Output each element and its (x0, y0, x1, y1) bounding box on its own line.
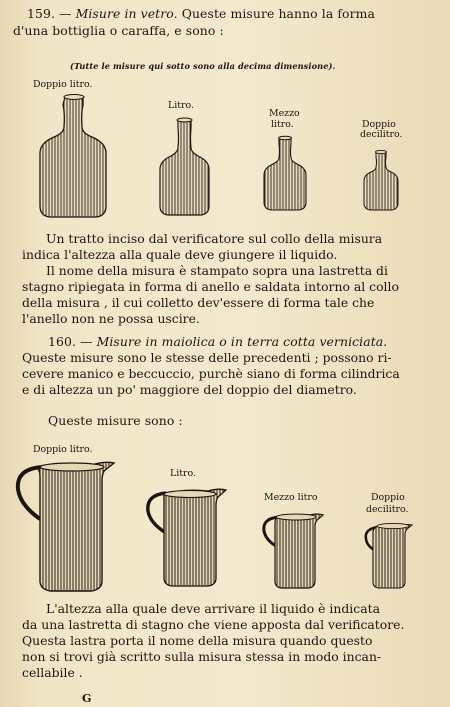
caption-glass-half-litre-1: Mezzo (269, 108, 300, 119)
jug-double-litre (18, 462, 114, 591)
paragraph-tin-strip (22, 263, 426, 327)
caption-jug-double-decilitre-1: Doppio (371, 492, 405, 503)
glass-double-litre-bottle (40, 95, 106, 218)
paragraph-verification-mark (22, 231, 424, 263)
glass-double-decilitre-bottle (364, 150, 398, 210)
caption-jug-litre: Litro. (170, 468, 196, 479)
jug-litre (148, 489, 226, 586)
jug-double-decilitre (366, 523, 412, 588)
section-159-heading-line2: d'una bottiglia o caraffa, e sono : (13, 23, 224, 38)
caption-glass-double-decilitre-1: Doppio (362, 119, 396, 130)
paragraph-line: Un tratto inciso dal verificatore sul collo della misura (46, 231, 383, 246)
glass-litre-bottle (160, 118, 209, 215)
section-160-heading (48, 334, 387, 350)
section-160-title: Misure in maiolica o in terra cotta verniciata. (96, 334, 388, 349)
paragraph-line: non si trovi già scritto sulla misura stessa in modo incan- (22, 649, 382, 665)
caption-glass-half-litre-2: litro. (271, 119, 294, 130)
paragraph-line: l'anello non ne possa uscire. (22, 311, 200, 327)
section-159-number: 159. — (27, 6, 72, 21)
section-159-heading (27, 6, 375, 22)
paragraph-line: della misura , il cui colletto dev'essere di forma tale che (22, 295, 375, 311)
glass-half-litre-bottle (264, 136, 306, 210)
section-159-title-rest: Queste misure hanno la forma (181, 6, 375, 21)
dimension-note: (Tutte le misure qui sotto sono alla decima dimensione). (70, 61, 336, 71)
paragraph-jug-marking (22, 601, 428, 681)
caption-glass-double-decilitre-2: decilitro. (360, 129, 403, 140)
ceramic-jugs-illustration (0, 455, 450, 595)
caption-jug-double-litre: Doppio litro. (33, 444, 93, 455)
paragraph-line: Questa lastra porta il nome della misura quando questo (22, 633, 373, 649)
signature-mark: G (82, 692, 92, 705)
caption-jug-half-litre: Mezzo litro (264, 492, 318, 503)
paragraph-line: indica l'altezza alla quale deve giungere il liquido. (22, 247, 338, 263)
section-159-title: Misure in vetro. (75, 6, 178, 21)
glass-bottles-illustration (0, 90, 450, 222)
caption-jug-double-decilitre-2: decilitro. (366, 504, 409, 515)
paragraph-line: Queste misure sono le stesse delle precedenti ; possono ri- (22, 350, 392, 365)
paragraph-line: cellabile . (22, 665, 83, 681)
paragraph-line: cevere manico e beccuccio, purchè siano di forma cilindrica (22, 366, 400, 382)
paragraph-line: stagno ripiegata in forma di anello e saldata intorno al collo (22, 279, 399, 295)
paragraph-line: L'altezza alla quale deve arrivare il liquido è indicata (46, 601, 380, 616)
jug-half-litre (264, 514, 323, 588)
caption-glass-double-litre: Doppio litro. (33, 79, 93, 90)
section-160-number: 160. — (48, 334, 93, 349)
paragraph-line: da una lastretta di stagno che viene apposta dal verificatore. (22, 617, 405, 633)
paragraph-line: Il nome della misura è stampato sopra una lastretta di (46, 263, 388, 278)
caption-glass-litre: Litro. (168, 100, 194, 111)
paragraph-line: e di altezza un po' maggiore del doppio del diametro. (22, 382, 357, 398)
section-160-intro: Queste misure sono : (48, 413, 183, 428)
section-160-body (22, 350, 426, 398)
